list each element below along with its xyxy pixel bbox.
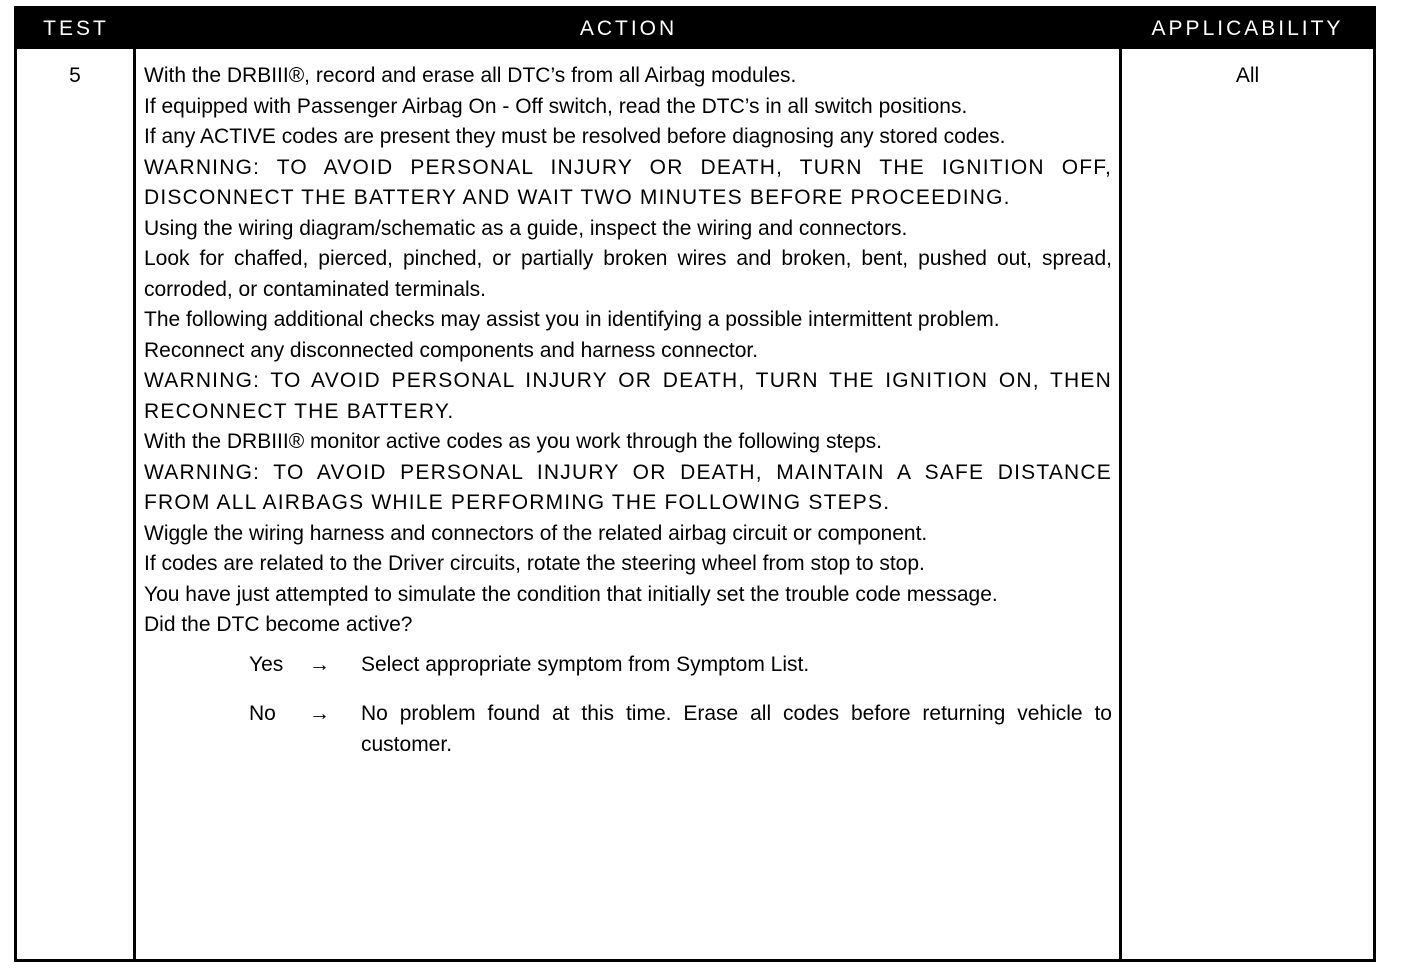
action-step: If any ACTIVE codes are present they must be resolved before diagnosing any stored codes. <box>144 125 1006 148</box>
header-applicability: APPLICABILITY <box>1151 17 1344 40</box>
action-step: With the DRBIII®, record and erase all DTC’s from all Airbag modules. <box>144 64 797 87</box>
action-step: You have just attempted to simulate the condition that initially set the trouble code message. <box>144 582 998 606</box>
answer-label: Yes <box>249 652 284 676</box>
action-step: The following additional checks may assist you in identifying a possible intermittent problem. <box>144 308 1000 331</box>
answer-label: No <box>249 702 276 725</box>
action-step: Look for chaffed, pierced, pinched, or partially broken wires and broken, bent, pushed out, spread, corroded, or contaminated terminals. <box>144 247 1112 301</box>
action-step: Wiggle the wiring harness and connectors of the related airbag circuit or component. <box>144 521 928 545</box>
action-cell <box>144 61 1112 779</box>
action-step: If codes are related to the Driver circuits, rotate the steering wheel from stop to stop. <box>144 552 925 575</box>
warning-text: WARNING: TO AVOID PERSONAL INJURY OR DEATH, TURN THE IGNITION OFF, DISCONNECT THE BATTERY AND WAIT TWO MINUTES BEFORE PROCEEDING. <box>144 155 1112 209</box>
warning-text: WARNING: TO AVOID PERSONAL INJURY OR DEATH, TURN THE IGNITION ON, THEN RECONNECT THE BATTERY. <box>144 369 1112 423</box>
answer-list <box>144 650 1112 761</box>
applicability-value: All <box>1235 64 1260 87</box>
action-step: With the DRBIII® monitor active codes as you work through the following steps. <box>144 430 882 453</box>
right-arrow-icon: → <box>309 702 330 725</box>
answer-text: No problem found at this time. Erase all codes before returning vehicle to customer. <box>361 702 1112 756</box>
test-number: 5 <box>69 64 81 87</box>
question-text: Did the DTC become active? <box>144 613 413 636</box>
answer-no <box>144 699 1112 760</box>
action-step: Reconnect any disconnected components and harness connector. <box>144 338 759 362</box>
header-test: TEST <box>43 17 109 40</box>
warning-text: WARNING: TO AVOID PERSONAL INJURY OR DEATH, MAINTAIN A SAFE DISTANCE FROM ALL AIRBAGS WHILE PERFORMING THE FOLLOWING STEPS. <box>144 460 1112 514</box>
header-action: ACTION <box>579 17 678 40</box>
column-divider-applicability <box>1119 49 1122 959</box>
diagnostic-table <box>14 6 1376 962</box>
table-header <box>17 9 1373 49</box>
action-step: If equipped with Passenger Airbag On - Off switch, read the DTC’s in all switch positions. <box>144 94 968 118</box>
column-divider-test <box>133 49 136 959</box>
answer-yes <box>144 650 1112 681</box>
answer-text: Select appropriate symptom from Symptom List. <box>361 652 810 676</box>
right-arrow-icon: → <box>309 652 330 676</box>
action-step: Using the wiring diagram/schematic as a guide, inspect the wiring and connectors. <box>144 216 908 240</box>
